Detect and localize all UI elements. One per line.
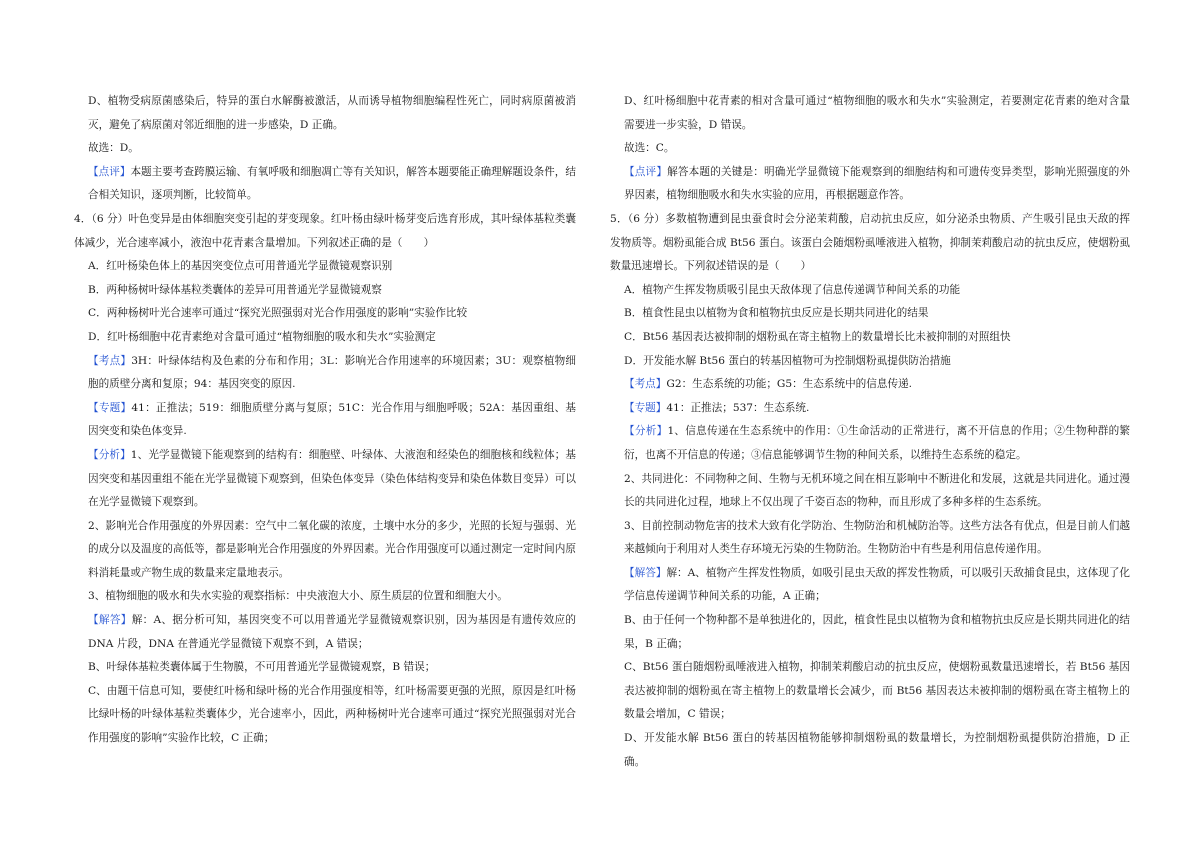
left-column: [74, 90, 577, 751]
q3-option-d-continued: D、植物受病原菌感染后，特异的蛋白水解酶被激活，从而诱导植物细胞编程性死亡，同时病原菌被消灭，避免了病原菌对邻近细胞的进一步感染，D 正确。: [88, 95, 576, 131]
q4-option-d: D．红叶杨细胞中花青素绝对含量可通过“植物细胞的吸水和失水”实验测定: [88, 330, 436, 343]
q4-fenxi-1: 【分析】1、光学显微镜下能观察到的结构有：细胞壁、叶绿体、大液泡和经染色的细胞核和线粒体；基因突变和基因重组不能在光学显微镜下观察到，但染色体变异（染色体结构变异和染色体数目变异）可以在光学显微镜下观察到。: [88, 448, 577, 509]
q4-jieda-b: B、叶绿体基粒类囊体属于生物膜，不可用普通光学显微镜观察，B 错误；: [88, 661, 436, 674]
q5-kaodian: 【考点】G2：生态系统的功能；G5：生态系统中的信息传递.: [624, 378, 913, 391]
zhuanti-tag: 【专题】: [624, 401, 667, 414]
q5-fenxi-3: 3、目前控制动物危害的技术大致有化学防治、生物防治和机械防治等。这些方法各有优点，但是目前人们越来越倾向于利用对人类生存环境无污染的生物防治。生物防治中有些是利用信息传递作用。: [624, 519, 1130, 556]
q5-jieda-a: 【解答】解：A、植物产生挥发性物质，如吸引昆虫天敌的挥发性物质，可以吸引天敌捕食昆虫，这体现了化学信息传递调节种间关系的功能，A 正确；: [624, 566, 1131, 603]
fenxi-tag: 【分析】: [624, 425, 668, 438]
comment-tag: 【点评】: [624, 165, 668, 178]
q4-zhuanti: 【专题】41：正推法；519：细胞质壁分离与复原；51C：光合作用与细胞呼吸；52A：基因重组、基因突变和染色体变异.: [88, 401, 577, 438]
q4-option-a: A．红叶杨染色体上的基因突变位点可用普通光学显微镜观察识别: [88, 260, 393, 273]
kaodian-tag: 【考点】: [88, 354, 132, 367]
q5-option-a: A．植物产生挥发物质吸引昆虫天敌体现了信息传递调节种间关系的功能: [624, 283, 961, 296]
q4-comment: 【点评】解答本题的关键是：明确光学显微镜下能观察到的细胞结构和可遗传变异类型，影响光照强度的外界因素，植物细胞吸水和失水实验的应用，再根据题意作答。: [624, 165, 1131, 202]
q4-fenxi-2: 2、影响光合作用强度的外界因素：空气中二氧化碳的浓度，土壤中水分的多少，光照的长短与强弱、光的成分以及温度的高低等，都是影响光合作用强度的外界因素。光合作用强度可以通过测定一定时间内原料消耗量或产物生成的数量来定量地表示。: [88, 519, 576, 579]
q5-jieda-b: B、由于任何一个物种都不是单独进化的，因此，植食性昆虫以植物为食和植物抗虫反应是长期共同进化的结果，B 正确；: [624, 614, 1130, 650]
q5-fenxi-1: 【分析】1、信息传递在生态系统中的作用：①生命活动的正常进行，离不开信息的作用；②生物种群的繁衍，也离不开信息的传递；③信息能够调节生物的种间关系，以维持生态系统的稳定。: [624, 425, 1131, 461]
q4-jieda-d: D、红叶杨细胞中花青素的相对含量可通过“植物细胞的吸水和失水”实验测定，若要测定花青素的绝对含量需要进一步实验，D 错误。: [624, 95, 1130, 131]
q4-fenxi-3: 3、植物细胞的吸水和失水实验的观察指标：中央液泡大小、原生质层的位置和细胞大小。: [88, 590, 508, 603]
q4-jieda-c: C、由题干信息可知，要使红叶杨和绿叶杨的光合作用强度相等，红叶杨需要更强的光照，原因是红叶杨比绿叶杨的叶绿体基粒类囊体少，光合速率小，因此，两种杨树叶光合速率可通过“探究光照强弱对光合作用强度的影响”实验作比较，C 正确；: [88, 684, 576, 745]
q3-comment: 【点评】本题主要考查跨膜运输、有氧呼吸和细胞凋亡等有关知识，解答本题要能正确理解题设条件，结合相关知识，逐项判断，比较简单。: [88, 165, 576, 202]
q4-stem: 4．（6 分）叶色变异是由体细胞突变引起的芽变现象。红叶杨由绿叶杨芽变后选育形成，其叶绿体基粒类囊体减少，光合速率减小，液泡中花青素含量增加。下列叙述正确的是（ ）: [74, 212, 576, 249]
q5-option-d: D．开发能水解 Bt56 蛋白的转基因植物可为控制烟粉虱提供防治措施: [624, 354, 951, 367]
q5-stem: 5．（6 分）多数植物遭到昆虫蚕食时会分泌茉莉酸，启动抗虫反应，如分泌杀虫物质、产生吸引昆虫天敌的挥发物质等。烟粉虱能合成 Bt56 蛋白。该蛋白会随烟粉虱唾液进入植物，抑制茉莉酸启动的抗虫反应，使烟粉虱数量迅速增长。下列叙述错误的是（ ）: [610, 212, 1130, 273]
q4-option-c: C．两种杨树叶光合速率可通过“探究光照强弱对光合作用强度的影响”实验作比较: [88, 307, 468, 320]
q4-jieda-a: 【解答】解：A、据分析可知，基因突变不可以用普通光学显微镜观察识别，因为基因是有遗传效应的 DNA 片段，DNA 在普通光学显微镜下观察不到，A 错误；: [88, 614, 577, 650]
q4-option-b: B．两种杨树叶绿体基粒类囊体的差异可用普通光学显微镜观察: [88, 283, 382, 296]
q5-zhuanti: 【专题】41：正推法；537：生态系统.: [624, 401, 810, 414]
zhuanti-tag: 【专题】: [88, 401, 132, 414]
jieda-tag: 【解答】: [624, 566, 667, 579]
q5-jieda-c: C、Bt56 蛋白随烟粉虱唾液进入植物，抑制茉莉酸启动的抗虫反应，使烟粉虱数量迅速增长，若 Bt56 基因表达被抑制的烟粉虱在寄主植物上的数量增长会减少，而 Bt56 基因表达未被抑制的烟粉虱在寄主植物上的数量会增加，C 错误；: [624, 661, 1130, 721]
q4-kaodian: 【考点】3H：叶绿体结构及色素的分布和作用；3L：影响光合作用速率的环境因素；3U：观察植物细胞的质壁分离和复原；94：基因突变的原因.: [88, 354, 577, 391]
q4-answer: 故选：C。: [624, 142, 675, 155]
q5-fenxi-2: 2、共同进化：不同物种之间、生物与无机环境之间在相互影响中不断进化和发展，这就是共同进化。通过漫长的共同进化过程，地球上不仅出现了千姿百态的物种，而且形成了多种多样的生态系统。: [624, 472, 1130, 509]
q3-answer: 故选：D。: [88, 142, 139, 155]
q5-option-b: B．植食性昆虫以植物为食和植物抗虫反应是长期共同进化的结果: [624, 307, 929, 320]
kaodian-tag: 【考点】: [624, 378, 667, 391]
q5-jieda-d: D、开发能水解 Bt56 蛋白的转基因植物能够抑制烟粉虱的数量增长，为控制烟粉虱提供防治措施，D 正确。: [624, 732, 1130, 768]
jieda-tag: 【解答】: [88, 614, 132, 627]
fenxi-tag: 【分析】: [88, 448, 131, 461]
comment-tag: 【点评】: [88, 165, 131, 178]
right-column: [610, 90, 1131, 774]
q5-option-c: C．Bt56 基因表达被抑制的烟粉虱在寄主植物上的数量增长比未被抑制的对照组快: [624, 330, 1011, 343]
